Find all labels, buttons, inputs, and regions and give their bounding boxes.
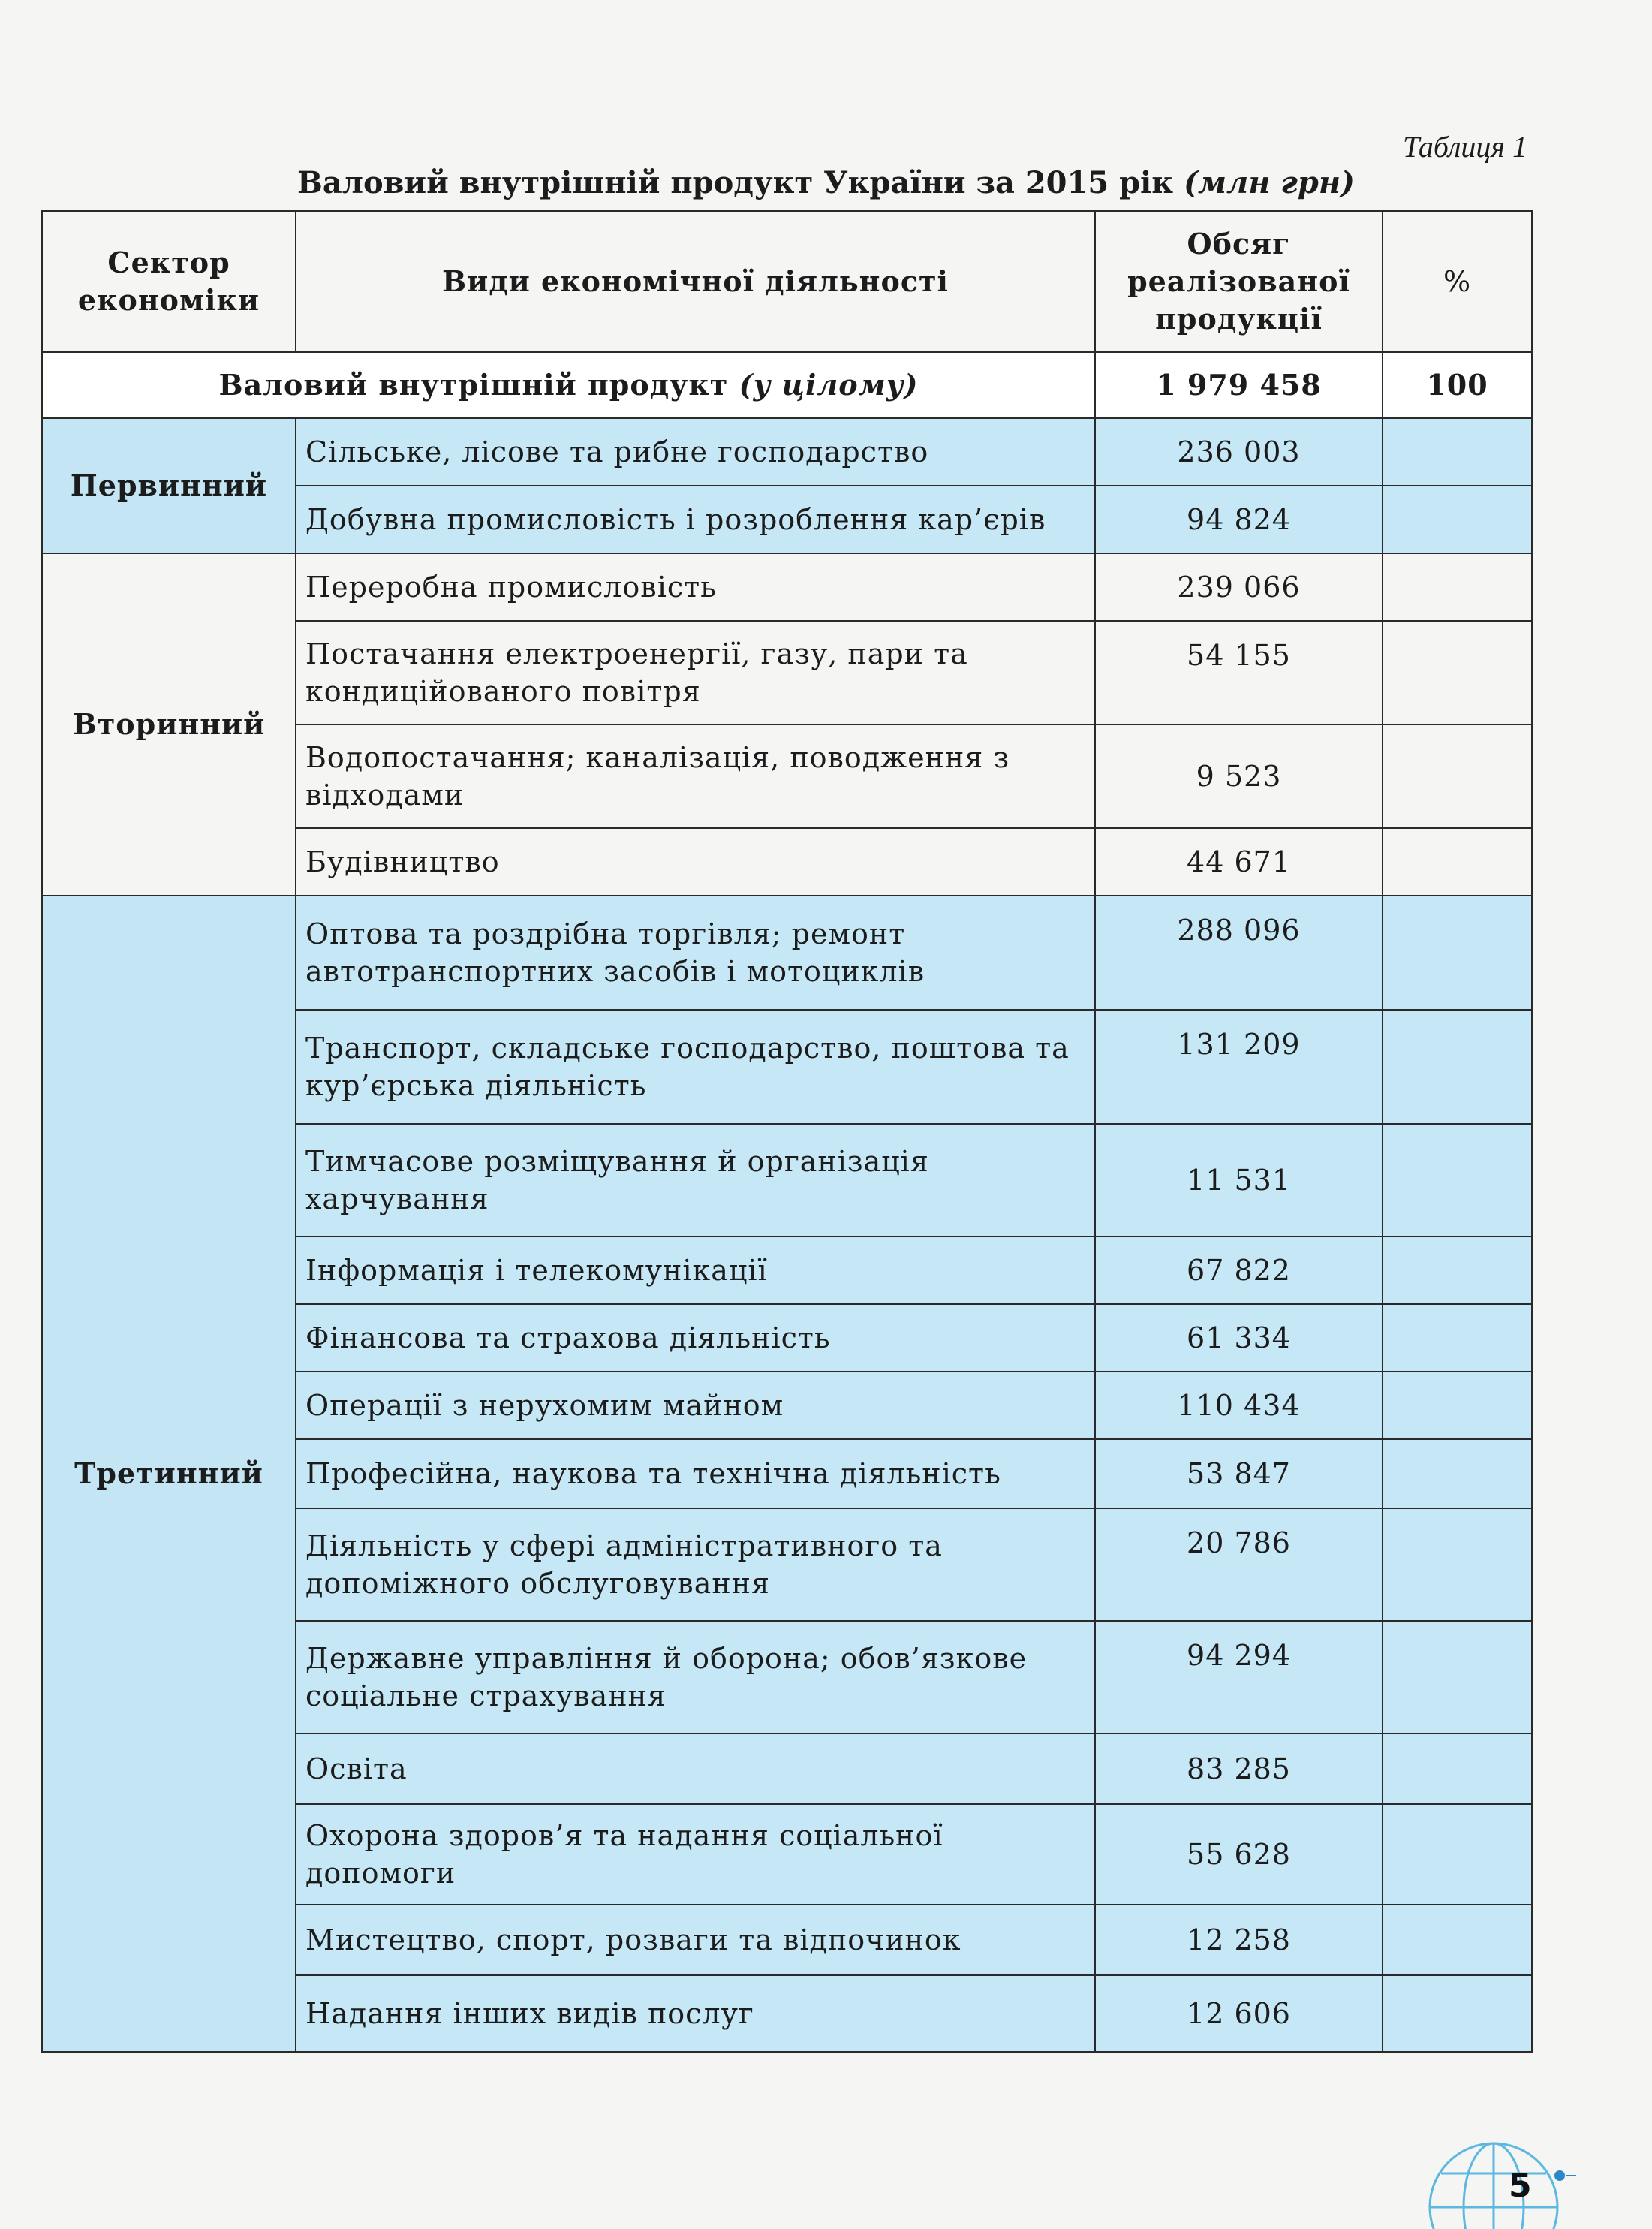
percent-cell	[1383, 621, 1532, 724]
total-label-text: Валовий внутрішній продукт	[218, 368, 729, 402]
percent-cell	[1383, 1733, 1532, 1804]
title-unit: (млн грн)	[1184, 165, 1355, 200]
gdp-table	[41, 210, 1533, 2053]
value-cell: 239 066	[1095, 553, 1383, 621]
total-percent: 100	[1383, 352, 1532, 418]
percent-cell	[1383, 1905, 1532, 1975]
activity-cell: Мистецтво, спорт, розваги та відпочинок	[296, 1905, 1095, 1975]
table-caption: Таблиця 1	[1403, 130, 1527, 164]
table-title	[0, 165, 1652, 200]
table-row	[42, 896, 1532, 1010]
value-cell: 61 334	[1095, 1304, 1383, 1372]
activity-cell: Добувна промисловість і розроблення кар’єрів	[296, 486, 1095, 553]
activity-cell: Фінансова та страхова діяльність	[296, 1304, 1095, 1372]
value-cell: 67 822	[1095, 1236, 1383, 1304]
value-cell: 83 285	[1095, 1733, 1383, 1804]
percent-cell	[1383, 724, 1532, 828]
percent-cell	[1383, 486, 1532, 553]
value-cell: 20 786	[1095, 1508, 1383, 1621]
value-cell: 288 096	[1095, 896, 1383, 1010]
percent-cell	[1383, 1439, 1532, 1508]
percent-cell	[1383, 1508, 1532, 1621]
activity-cell: Діяльність у сфері адміністративного та допоміжного обслуговування	[296, 1508, 1095, 1621]
activity-cell: Транспорт, складське господарство, поштова та кур’єрська діяльність	[296, 1010, 1095, 1124]
table-row	[42, 418, 1532, 486]
sector-name: Третинний	[42, 896, 296, 2052]
value-cell: 110 434	[1095, 1372, 1383, 1439]
value-cell: 54 155	[1095, 621, 1383, 724]
value-cell: 131 209	[1095, 1010, 1383, 1124]
activity-cell: Переробна промисловість	[296, 553, 1095, 621]
value-cell: 12 258	[1095, 1905, 1383, 1975]
value-cell: 55 628	[1095, 1804, 1383, 1905]
percent-cell	[1383, 896, 1532, 1010]
header-activity: Види економічної діяльності	[296, 211, 1095, 352]
activity-cell: Будівництво	[296, 828, 1095, 896]
total-value: 1 979 458	[1095, 352, 1383, 418]
activity-cell: Сільське, лісове та рибне господарство	[296, 418, 1095, 486]
value-cell: 53 847	[1095, 1439, 1383, 1508]
total-label	[42, 352, 1095, 418]
value-cell: 44 671	[1095, 828, 1383, 896]
percent-cell	[1383, 418, 1532, 486]
activity-cell: Водопостачання; каналізація, поводження з відходами	[296, 724, 1095, 828]
percent-cell	[1383, 1304, 1532, 1372]
activity-cell: Операції з нерухомим майном	[296, 1372, 1095, 1439]
value-cell: 94 294	[1095, 1621, 1383, 1733]
percent-cell	[1383, 1621, 1532, 1733]
value-cell: 9 523	[1095, 724, 1383, 828]
activity-cell: Державне управління й оборона; обов’язкове соціальне страхування	[296, 1621, 1095, 1733]
value-cell: 236 003	[1095, 418, 1383, 486]
sector-name: Первинний	[42, 418, 296, 553]
percent-cell	[1383, 553, 1532, 621]
percent-cell	[1383, 1236, 1532, 1304]
globe-icon	[1426, 2132, 1576, 2229]
header-sector: Сектор економіки	[42, 211, 296, 352]
activity-cell: Тимчасове розміщування й організація харчування	[296, 1124, 1095, 1236]
activity-cell: Освіта	[296, 1733, 1095, 1804]
activity-cell: Професійна, наукова та технічна діяльність	[296, 1439, 1095, 1508]
percent-cell	[1383, 1372, 1532, 1439]
header-volume: Обсяг реалізованої продукції	[1095, 211, 1383, 352]
activity-cell: Надання інших видів послуг	[296, 1975, 1095, 2052]
title-main: Валовий внутрішній продукт України за 2015 рік	[297, 165, 1174, 200]
table-row	[42, 553, 1532, 621]
sector-name: Вторинний	[42, 553, 296, 896]
value-cell: 12 606	[1095, 1975, 1383, 2052]
header-percent: %	[1383, 211, 1532, 352]
percent-cell	[1383, 1010, 1532, 1124]
page-number: 5	[1509, 2167, 1532, 2205]
activity-cell: Охорона здоров’я та надання соціальної допомоги	[296, 1804, 1095, 1905]
activity-cell: Постачання електроенергії, газу, пари та кондиційованого повітря	[296, 621, 1095, 724]
value-cell: 11 531	[1095, 1124, 1383, 1236]
percent-cell	[1383, 1975, 1532, 2052]
total-label-emphasis: (у цілому)	[739, 368, 919, 402]
percent-cell	[1383, 1804, 1532, 1905]
value-cell: 94 824	[1095, 486, 1383, 553]
activity-cell: Оптова та роздрібна торгівля; ремонт автотранспортних засобів і мотоциклів	[296, 896, 1095, 1010]
percent-cell	[1383, 1124, 1532, 1236]
percent-cell	[1383, 828, 1532, 896]
total-row	[42, 352, 1532, 418]
activity-cell: Інформація і телекомунікації	[296, 1236, 1095, 1304]
header-row	[42, 211, 1532, 352]
